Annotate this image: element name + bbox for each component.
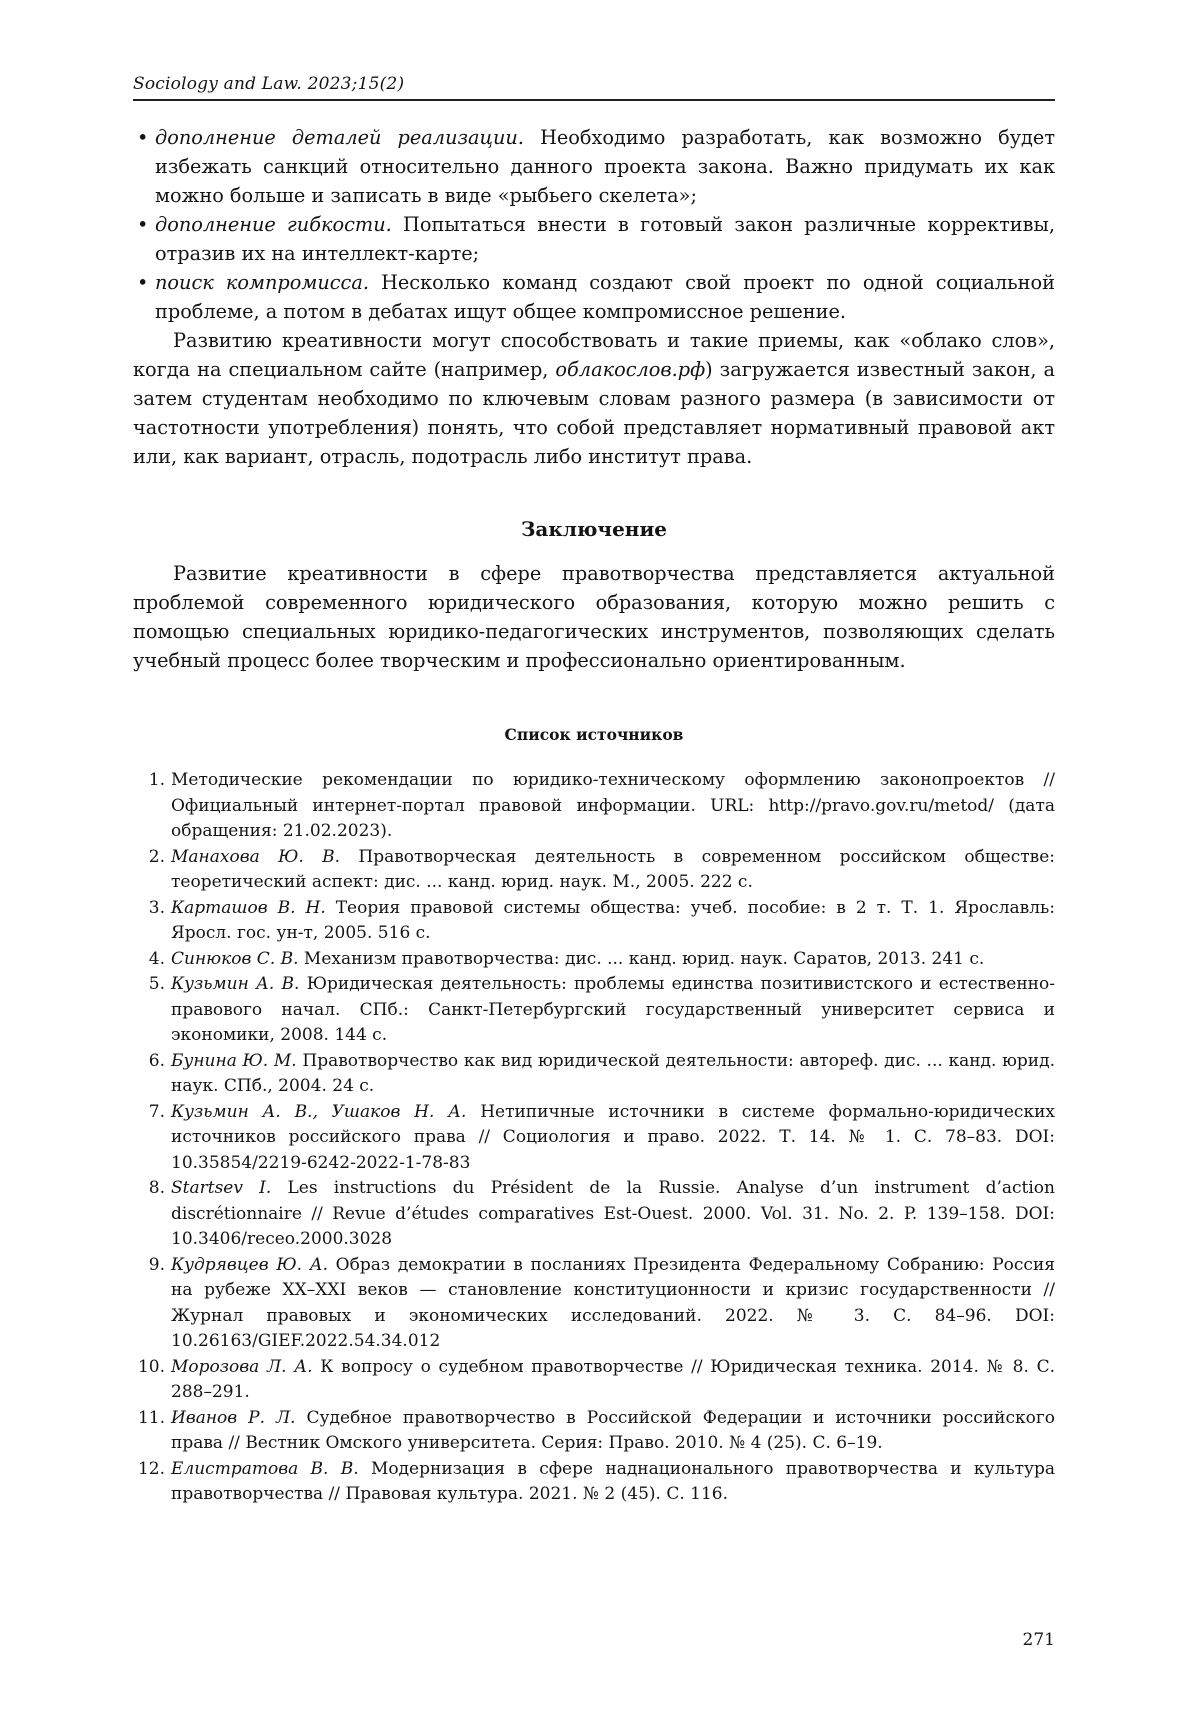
paragraph-text-end: ) загружается известный закон, а затем студентам необходимо по ключевым словам разного размера (в зависимости от частотности употребления) понять, что собой представляет нормативный правовой акт или, как вариант, отрасль, подотрасль либо институт права. xyxy=(133,358,1055,468)
reference-number: 8. xyxy=(148,1178,165,1198)
page-number: 271 xyxy=(1022,1630,1055,1650)
reference-number: 4. xyxy=(148,948,165,969)
bullet-term: поиск компромисса. xyxy=(155,271,369,294)
reference-number: 6. xyxy=(148,1050,165,1071)
bullet-text: Несколько команд создают свой проект по одной социальной проблеме, а потом в дебатах ищут общее компромиссное решение. xyxy=(155,271,1055,323)
bullet-text: Попытаться внести в готовый закон различные коррективы, отразив их на интеллект-карте; xyxy=(155,213,1055,265)
reference-number: 5. xyxy=(148,974,165,994)
reference-item xyxy=(133,1049,1055,1100)
bullet-marker: • xyxy=(137,271,149,294)
bullet-item xyxy=(133,210,1055,268)
reference-text: Les instructions du Président de la Russie. Analyse d’un instrument d’action discrétionnaire // Revue d’études comparatives Est-Ouest. 2000. Vol. 31. No. 2. P. 139–158. DOI: 10.3406/receo.2000.3028 xyxy=(171,1178,1055,1249)
reference-author: Бунина Ю. М. xyxy=(171,1050,297,1071)
page-body xyxy=(133,74,1055,1508)
reference-number: 11. xyxy=(137,1407,165,1428)
reference-author: Синюков С. В. xyxy=(171,948,299,969)
reference-number: 7. xyxy=(148,1101,165,1122)
reference-text: Судебное правотворчество в Российской Федерации и источники российского права // Вестник Омского университета. Серия: Право. 2010. № 4 (25). С. 6–19. xyxy=(171,1407,1055,1453)
conclusion-paragraph: Развитие креативности в сфере правотворчества представляется актуальной проблемой современного юридического образования, которую можно решить с помощью специальных юридико-педагогических инструментов, позволяющих сделать учебный процесс более творческим и профессионально ориентированным. xyxy=(133,562,1055,672)
reference-text: Юридическая деятельность: проблемы единства позитивистского и естественно-правового начал. СПб.: Санкт-Петербургский государственный университет сервиса и экономики, 2008. 144 с. xyxy=(171,974,1055,1045)
reference-item xyxy=(133,1406,1055,1457)
reference-text: Методические рекомендации по юридико-техническому оформлению законопроектов // Официальный интернет-портал правовой информации. URL: http://pravo.gov.ru/metod/ (дата обращения: 21.02.2023). xyxy=(171,770,1055,841)
reference-number: 3. xyxy=(148,897,165,918)
reference-author: Кузьмин А. В., Ушаков Н. А. xyxy=(171,1101,467,1122)
website-name: облакослов.рф xyxy=(555,358,706,381)
body-paragraph xyxy=(133,326,1055,471)
reference-item xyxy=(133,1176,1055,1253)
bullet-marker: • xyxy=(137,213,149,236)
bullet-list xyxy=(133,123,1055,326)
reference-text: К вопросу о судебном правотворчестве // Юридическая техника. 2014. № 8. С. 288–291. xyxy=(171,1356,1055,1402)
bullet-text: Необходимо разработать, как возможно будет избежать санкций относительно данного проекта закона. Важно придумать их как можно больше и записать в виде «рыбьего скелета»; xyxy=(155,126,1056,207)
reference-text: Образ демократии в посланиях Президента Федеральному Собранию: Россия на рубеже XX–XXI веков — становление конституционности и кризис государственности // Журнал правовых и экономических исследований. 2022. № 3. С. 84–96. DOI: 10.26163/GIEF.2022.54.34.012 xyxy=(171,1254,1055,1351)
reference-author: Иванов Р. Л. xyxy=(171,1407,296,1428)
reference-text: Теория правовой системы общества: учеб. пособие: в 2 т. Т. 1. Ярославль: Яросл. гос. ун-т, 2005. 516 с. xyxy=(171,897,1055,943)
reference-number: 2. xyxy=(148,846,165,867)
bullet-item xyxy=(133,123,1055,210)
bullet-item xyxy=(133,268,1055,326)
running-head: Sociology and Law. 2023;15(2) xyxy=(133,74,1055,101)
reference-number: 12. xyxy=(137,1458,165,1479)
reference-text: Механизм правотворчества: дис. ... канд. юрид. наук. Саратов, 2013. 241 с. xyxy=(298,948,985,969)
reference-author: Елистратова В. В. xyxy=(171,1458,359,1479)
reference-item xyxy=(133,1457,1055,1508)
bullet-marker: • xyxy=(137,126,149,149)
reference-author: Карташов В. Н. xyxy=(171,897,326,918)
reference-item xyxy=(133,1253,1055,1355)
reference-number: 10. xyxy=(137,1356,165,1377)
reference-item xyxy=(133,947,1055,973)
reference-author: Кузьмин А. В. xyxy=(171,974,300,994)
reference-item xyxy=(133,768,1055,845)
reference-text: Модернизация в сфере наднационального правотворчества и культура правотворчества // Правовая культура. 2021. № 2 (45). С. 116. xyxy=(171,1458,1056,1504)
reference-item xyxy=(133,1355,1055,1406)
references-heading: Список источников xyxy=(504,725,684,744)
reference-item xyxy=(133,1100,1055,1177)
reference-item xyxy=(133,972,1055,1049)
reference-author: Морозова Л. А. xyxy=(171,1356,313,1377)
reference-item xyxy=(133,845,1055,896)
reference-text: Нетипичные источники в системе формально-юридических источников российского права // Социология и право. 2022. Т. 14. № 1. С. 78–83. DOI: 10.35854/2219-6242-2022-1-78-83 xyxy=(171,1101,1055,1173)
conclusion-heading: Заключение xyxy=(521,517,667,541)
reference-author: Startsev I. xyxy=(171,1178,272,1198)
reference-number: 9. xyxy=(148,1254,165,1275)
reference-text: Правотворчество как вид юридической деятельности: автореф. дис. ... канд. юрид. наук. СПб., 2004. 24 с. xyxy=(171,1050,1055,1096)
reference-item xyxy=(133,896,1055,947)
bullet-term: дополнение деталей реализации. xyxy=(155,126,524,149)
reference-author: Манахова Ю. В. xyxy=(171,846,341,867)
bullet-term: дополнение гибкости. xyxy=(155,213,392,236)
reference-text: Правотворческая деятельность в современном российском обществе: теоретический аспект: дис. ... канд. юрид. наук. М., 2005. 222 с. xyxy=(171,846,1056,892)
paragraph-text-start: Развитию креативности могут способствовать и такие приемы, как «облако слов», когда на специальном сайте (например, xyxy=(133,329,1055,381)
references-list xyxy=(133,768,1055,1508)
reference-number: 1. xyxy=(148,770,165,790)
reference-author: Кудрявцев Ю. А. xyxy=(171,1254,328,1275)
